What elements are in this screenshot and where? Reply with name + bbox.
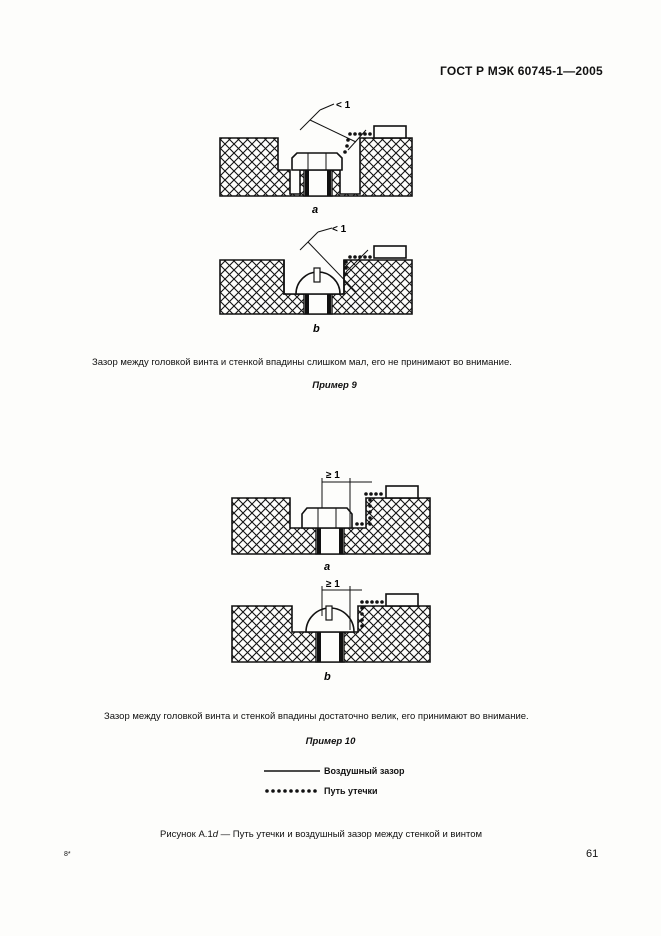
top-part <box>386 594 418 606</box>
dimension-10b: ≥ 1 <box>326 579 340 590</box>
dimension-lines <box>300 104 366 150</box>
dimension-9b: < 1 <box>332 224 347 235</box>
leakage-path-swatch <box>265 789 317 793</box>
screw-head-hex <box>302 508 352 528</box>
legend-air-gap: Воздушный зазор <box>324 766 405 776</box>
dimension-9a: < 1 <box>336 100 351 111</box>
figure-label-10b: b <box>324 671 331 683</box>
example10-title: Пример 10 <box>305 736 356 747</box>
dimension-10a: ≥ 1 <box>326 470 340 481</box>
top-part <box>374 126 406 138</box>
figure-10a <box>232 470 430 573</box>
caption-letter: d <box>212 829 219 840</box>
example9-title: Пример 9 <box>312 380 357 391</box>
caption-prefix: Рисунок А.1 <box>160 829 213 840</box>
legend-swatches <box>262 764 326 798</box>
legend-leakage-path: Путь утечки <box>324 786 378 796</box>
document-id: ГОСТ Р МЭК 60745-1—2005 <box>440 64 603 78</box>
top-part <box>386 486 418 498</box>
caption-text: — Путь утечки и воздушный зазор между стенкой и винтом <box>218 829 483 840</box>
figure-label-9b: b <box>313 323 320 335</box>
example9-note: Зазор между головкой винта и стенкой впадины слишком мал, его не принимают во внимание. <box>92 357 512 368</box>
figure-caption <box>160 829 482 840</box>
top-part <box>374 246 406 258</box>
figure-9b <box>220 224 412 335</box>
screw-head-hex <box>292 153 342 170</box>
page-number: 61 <box>586 848 599 860</box>
example9-figure <box>0 90 661 350</box>
example10-note: Зазор между головкой винта и стенкой впадины достаточно велик, его принимают во внимание. <box>104 711 529 722</box>
figure-9a <box>220 100 412 216</box>
figure-10b <box>232 579 430 683</box>
example10-figure <box>0 460 661 690</box>
footer-mark: 8* <box>64 851 71 858</box>
figure-label-10a: a <box>324 561 331 573</box>
figure-label-9a: a <box>312 204 319 216</box>
